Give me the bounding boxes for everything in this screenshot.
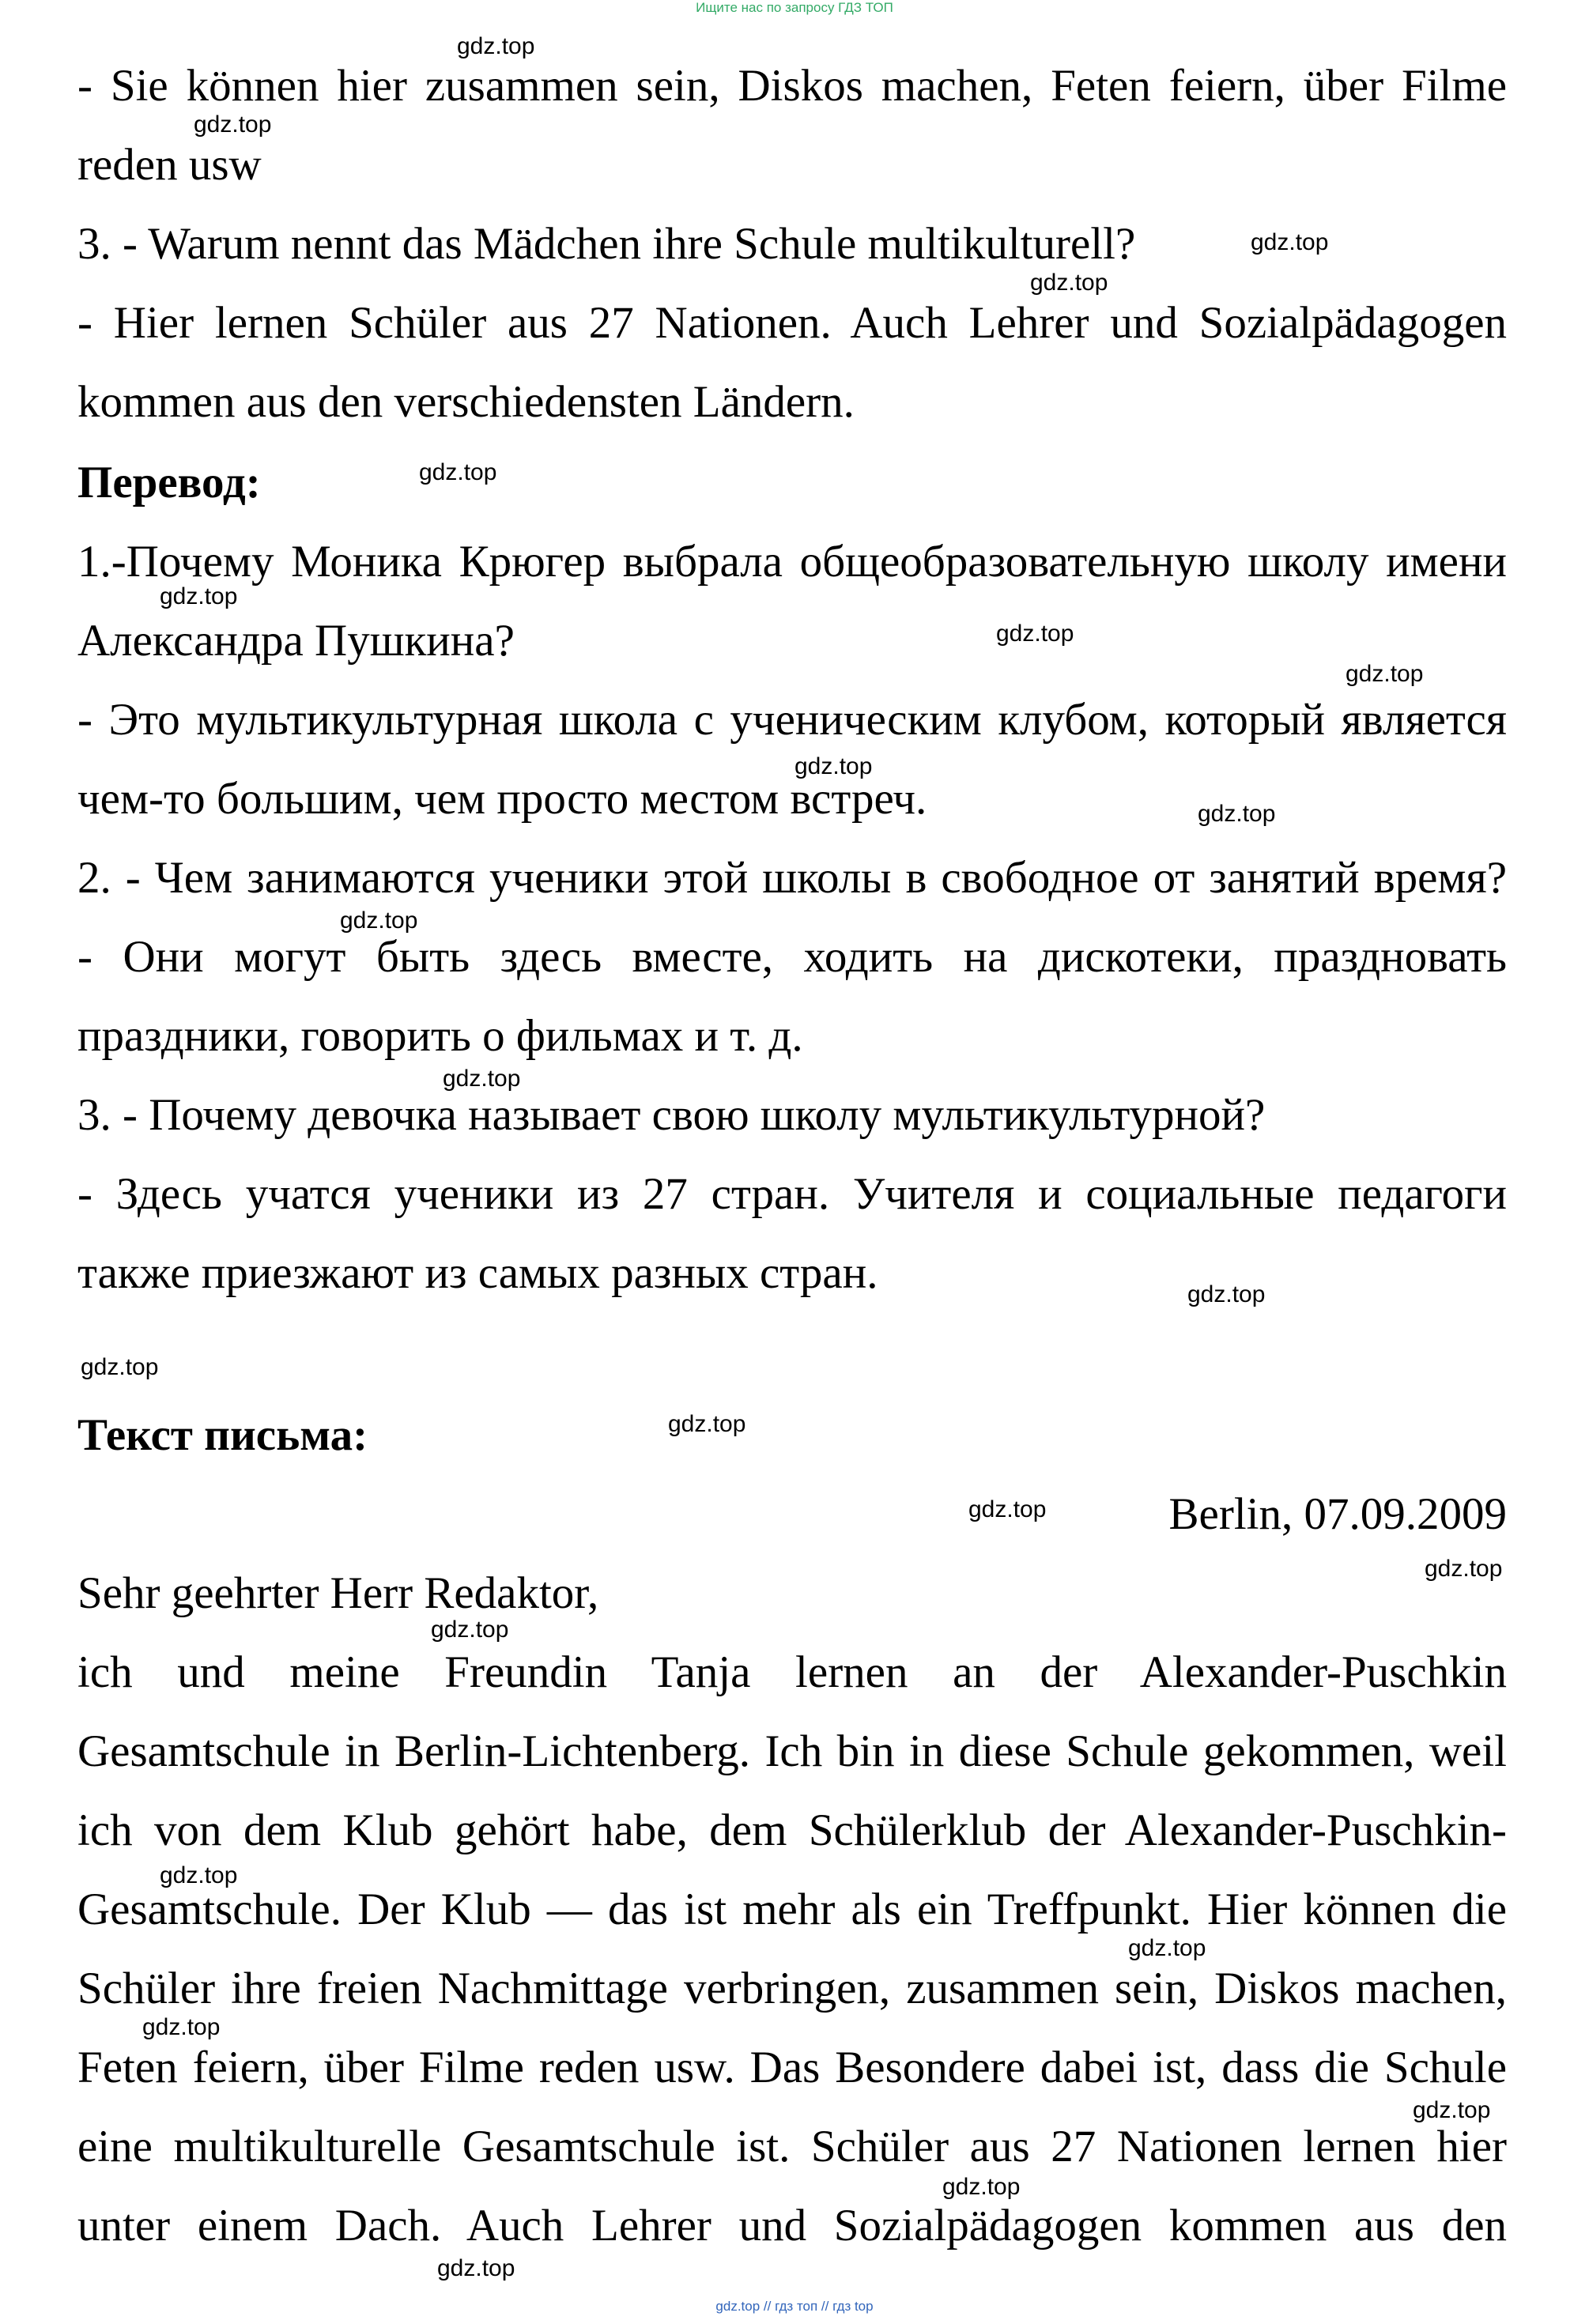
letter-line: Feten feiern, über Filme reden usw. Das Besondere dabei ist, dass die Schule — [77, 2043, 1507, 2092]
letter-line: eine multikulturelle Gesamtschule ist. Schüler aus 27 Nationen lernen hier — [77, 2122, 1507, 2171]
answer-2-line-1: - Sie können hier zusammen sein, Diskos machen, Feten feiern, über Filme — [77, 61, 1507, 111]
top-banner: Ищите нас по запросу ГДЗ ТОП — [696, 0, 893, 15]
watermark: gdz.top — [457, 33, 535, 59]
answer-3-line-2: kommen aus den verschiedensten Ländern. — [77, 377, 855, 427]
watermark: gdz.top — [419, 459, 497, 485]
letter-heading: Текст письма: — [77, 1410, 368, 1460]
watermark: gdz.top — [996, 621, 1074, 647]
watermark: gdz.top — [340, 907, 418, 934]
watermark: gdz.top — [437, 2255, 515, 2281]
watermark: gdz.top — [1187, 1281, 1266, 1307]
translation-a1-line-1: - Это мультикультурная школа с ученическим клубом, который является — [77, 695, 1507, 745]
watermark: gdz.top — [160, 1862, 238, 1888]
watermark: gdz.top — [160, 583, 238, 609]
watermark: gdz.top — [1030, 270, 1108, 296]
watermark: gdz.top — [968, 1496, 1047, 1522]
letter-line: ich und meine Freundin Tanja lernen an der Alexander-Puschkin — [77, 1647, 1507, 1697]
bottom-banner: gdz.top // гдз топ // гдз top — [715, 2299, 874, 2314]
translation-a2-line-2: праздники, говорить о фильмах и т. д. — [77, 1011, 803, 1061]
watermark: gdz.top — [794, 753, 873, 779]
translation-heading: Перевод: — [77, 458, 261, 507]
watermark: gdz.top — [142, 2014, 221, 2040]
watermark: gdz.top — [668, 1411, 746, 1437]
translation-a3-line-2: также приезжают из самых разных стран. — [77, 1248, 878, 1298]
watermark: gdz.top — [942, 2174, 1021, 2200]
watermark: gdz.top — [431, 1617, 509, 1643]
translation-q1-line-2: Александра Пушкина? — [77, 616, 515, 666]
letter-line: ich von dem Klub gehört habe, dem Schülerklub der Alexander-Puschkin- — [77, 1805, 1507, 1855]
letter-line: Gesamtschule in Berlin-Lichtenberg. Ich bin in diese Schule gekommen, weil — [77, 1726, 1507, 1776]
watermark: gdz.top — [1128, 1935, 1206, 1961]
answer-2-line-2: reden usw — [77, 140, 262, 190]
watermark: gdz.top — [1198, 801, 1276, 827]
watermark: gdz.top — [443, 1066, 521, 1092]
question-3: 3. - Warum nennt das Mädchen ihre Schule multikulturell? — [77, 219, 1136, 269]
answer-3-line-1: - Hier lernen Schüler aus 27 Nationen. Auch Lehrer und Sozialpädagogen — [77, 298, 1507, 348]
translation-q1-line-1: 1.-Почему Моника Крюгер выбрала общеобразовательную школу имени — [77, 537, 1507, 587]
translation-q3: 3. - Почему девочка называет свою школу мультикультурной? — [77, 1090, 1266, 1140]
translation-q2: 2. - Чем занимаются ученики этой школы в свободное от занятий время? — [77, 853, 1507, 903]
translation-a2-line-1: - Они могут быть здесь вместе, ходить на дискотеки, праздновать — [77, 932, 1507, 982]
letter-salutation: Sehr geehrter Herr Redaktor, — [77, 1568, 599, 1618]
watermark: gdz.top — [1425, 1556, 1503, 1582]
letter-line: Gesamtschule. Der Klub — das ist mehr als ein Treffpunkt. Hier können die — [77, 1884, 1507, 1934]
watermark: gdz.top — [1346, 661, 1424, 687]
watermark: gdz.top — [1251, 229, 1329, 255]
translation-a3-line-1: - Здесь учатся ученики из 27 стран. Учителя и социальные педагоги — [77, 1169, 1507, 1219]
watermark: gdz.top — [1413, 2097, 1491, 2123]
watermark: gdz.top — [194, 111, 272, 138]
watermark: gdz.top — [81, 1354, 159, 1380]
translation-a1-line-2: чем-то большим, чем просто местом встреч. — [77, 774, 927, 824]
letter-line: Schüler ihre freien Nachmittage verbringen, zusammen sein, Diskos machen, — [77, 1964, 1507, 2013]
letter-date: Berlin, 07.09.2009 — [1168, 1489, 1507, 1539]
letter-line: unter einem Dach. Auch Lehrer und Sozialpädagogen kommen aus den — [77, 2201, 1507, 2250]
